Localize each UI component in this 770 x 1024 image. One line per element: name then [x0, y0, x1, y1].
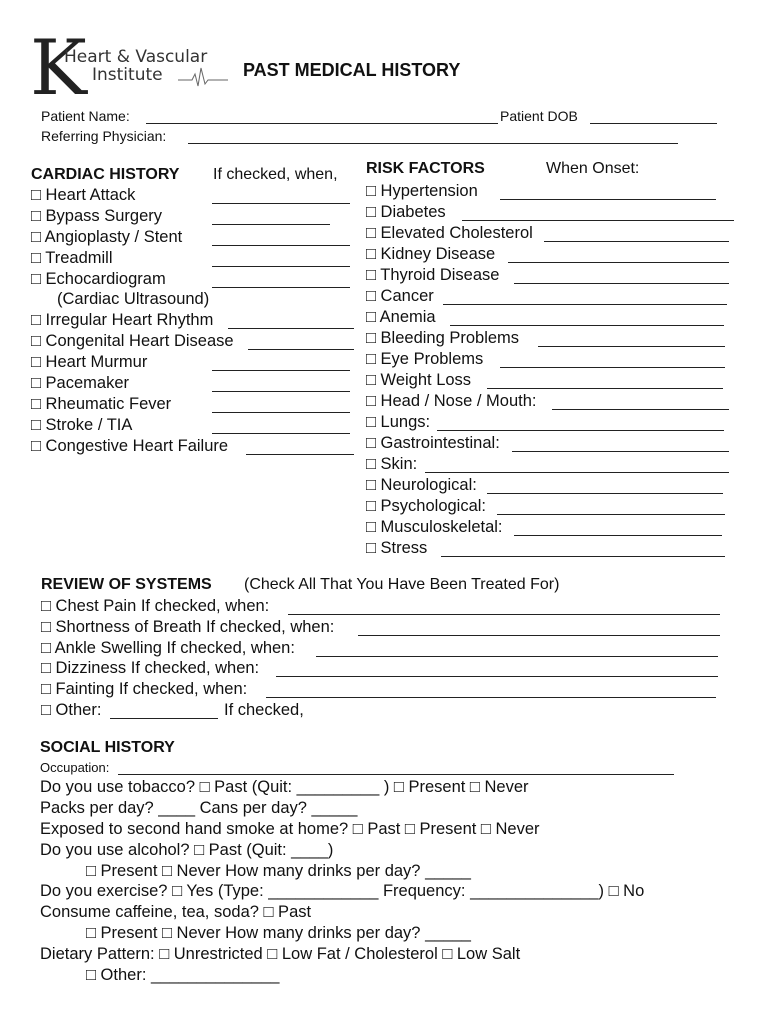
ros-item[interactable]: □ Chest Pain If checked, when: — [41, 597, 270, 615]
risk-item[interactable]: □ Eye Problems — [366, 350, 484, 368]
cardiac-date-field[interactable] — [246, 454, 354, 455]
alcohol-options[interactable]: □ Present □ Never How many drinks per day? _____ — [86, 862, 471, 880]
risk-item[interactable]: □ Diabetes — [366, 203, 446, 221]
ros-item[interactable]: □ Fainting If checked, when: — [41, 680, 248, 698]
logo-letter: K — [30, 23, 87, 112]
cardiac-date-field[interactable] — [248, 349, 354, 350]
ros-date-field[interactable] — [288, 614, 720, 615]
exercise-question[interactable]: Do you exercise? □ Yes (Type: ____________ Frequency: ______________) □ No — [40, 882, 645, 900]
risk-onset-field[interactable] — [508, 262, 729, 263]
cardiac-item-note: (Cardiac Ultrasound) — [57, 290, 210, 308]
occupation-field[interactable] — [118, 774, 674, 775]
cardiac-item[interactable]: □ Congenital Heart Disease — [31, 332, 234, 350]
risk-item[interactable]: □ Cancer — [366, 287, 434, 305]
risk-item[interactable]: □ Bleeding Problems — [366, 329, 520, 347]
risk-item[interactable]: □ Lungs: — [366, 413, 431, 431]
patient-name-field[interactable] — [146, 123, 498, 124]
ros-date-field[interactable] — [358, 635, 720, 636]
risk-onset-field[interactable] — [425, 472, 729, 473]
ros-date-field[interactable] — [276, 676, 718, 677]
cardiac-item[interactable]: □ Heart Murmur — [31, 353, 148, 371]
risk-onset-field[interactable] — [514, 535, 722, 536]
cardiac-item[interactable]: □ Pacemaker — [31, 374, 130, 392]
ros-other-field[interactable] — [110, 718, 218, 719]
cardiac-date-field[interactable] — [212, 370, 350, 371]
risk-item[interactable]: □ Thyroid Disease — [366, 266, 500, 284]
risk-item[interactable]: □ Musculoskeletal: — [366, 518, 503, 536]
risk-item[interactable]: □ Head / Nose / Mouth: — [366, 392, 537, 410]
risk-item[interactable]: □ Gastrointestinal: — [366, 434, 500, 452]
logo-line-1: Heart & Vascular — [64, 47, 208, 67]
risk-factors-heading: RISK FACTORS — [366, 160, 485, 177]
cardiac-date-field[interactable] — [212, 266, 350, 267]
risk-item[interactable]: □ Anemia — [366, 308, 436, 326]
risk-onset-field[interactable] — [497, 514, 725, 515]
caffeine-question[interactable]: Consume caffeine, tea, soda? □ Past — [40, 903, 312, 921]
risk-onset-field[interactable] — [450, 325, 724, 326]
patient-dob-field[interactable] — [590, 123, 717, 124]
risk-onset-field[interactable] — [512, 451, 729, 452]
occupation-label: Occupation: — [40, 760, 110, 775]
risk-item[interactable]: □ Weight Loss — [366, 371, 472, 389]
alcohol-question[interactable]: Do you use alcohol? □ Past (Quit: ____) — [40, 841, 334, 859]
risk-onset-field[interactable] — [441, 556, 725, 557]
social-history-heading: SOCIAL HISTORY — [40, 739, 175, 756]
cardiac-item[interactable]: □ Congestive Heart Failure — [31, 437, 229, 455]
risk-onset-field[interactable] — [487, 388, 723, 389]
ros-item[interactable]: □ Shortness of Breath If checked, when: — [41, 618, 335, 636]
cardiac-date-field[interactable] — [212, 245, 350, 246]
logo-line-2: Institute — [92, 65, 163, 85]
cardiac-item[interactable]: □ Stroke / TIA — [31, 416, 133, 434]
heartbeat-icon — [178, 64, 230, 90]
cardiac-when-label: If checked, when, — [213, 166, 338, 183]
cardiac-history-heading: CARDIAC HISTORY — [31, 166, 180, 183]
risk-onset-field[interactable] — [500, 199, 716, 200]
cardiac-item[interactable]: □ Irregular Heart Rhythm — [31, 311, 214, 329]
dietary-pattern[interactable]: Dietary Pattern: □ Unrestricted □ Low Fat / Cholesterol □ Low Salt — [40, 945, 521, 963]
cardiac-date-field[interactable] — [212, 203, 350, 204]
secondhand-smoke-question[interactable]: Exposed to second hand smoke at home? □ Past □ Present □ Never — [40, 820, 540, 838]
risk-onset-field[interactable] — [544, 241, 729, 242]
dietary-other[interactable]: □ Other: ______________ — [86, 966, 280, 984]
risk-item[interactable]: □ Psychological: — [366, 497, 487, 515]
review-of-systems-heading: REVIEW OF SYSTEMS — [41, 576, 212, 593]
risk-item[interactable]: □ Kidney Disease — [366, 245, 496, 263]
tobacco-question[interactable]: Do you use tobacco? □ Past (Quit: _________ ) □ Present □ Never — [40, 778, 529, 796]
risk-onset-field[interactable] — [437, 430, 724, 431]
risk-onset-field[interactable] — [462, 220, 734, 221]
risk-onset-field[interactable] — [487, 493, 723, 494]
cardiac-date-field[interactable] — [212, 412, 350, 413]
referring-physician-field[interactable] — [188, 143, 678, 144]
tobacco-amount[interactable]: Packs per day? ____ Cans per day? _____ — [40, 799, 358, 817]
page-title: PAST MEDICAL HISTORY — [243, 60, 461, 80]
cardiac-date-field[interactable] — [228, 328, 354, 329]
risk-item[interactable]: □ Hypertension — [366, 182, 478, 200]
risk-onset-field[interactable] — [500, 367, 725, 368]
ros-other-suffix: If checked, — [224, 701, 304, 719]
ros-date-field[interactable] — [316, 656, 718, 657]
cardiac-item[interactable]: □ Echocardiogram — [31, 270, 166, 288]
risk-onset-field[interactable] — [538, 346, 725, 347]
patient-name-label: Patient Name: — [41, 108, 130, 124]
cardiac-item[interactable]: □ Angioplasty / Stent — [31, 228, 183, 246]
risk-item[interactable]: □ Stress — [366, 539, 428, 557]
cardiac-date-field[interactable] — [212, 391, 350, 392]
ros-date-field[interactable] — [266, 697, 716, 698]
cardiac-item[interactable]: □ Bypass Surgery — [31, 207, 163, 225]
caffeine-options[interactable]: □ Present □ Never How many drinks per day? _____ — [86, 924, 471, 942]
ros-item[interactable]: □ Ankle Swelling If checked, when: — [41, 639, 295, 657]
risk-onset-field[interactable] — [514, 283, 729, 284]
patient-dob-label: Patient DOB — [500, 108, 578, 124]
ros-item[interactable]: □ Other: — [41, 701, 102, 719]
cardiac-date-field[interactable] — [212, 224, 330, 225]
cardiac-item[interactable]: □ Rheumatic Fever — [31, 395, 172, 413]
cardiac-date-field[interactable] — [212, 287, 350, 288]
referring-physician-label: Referring Physician: — [41, 128, 167, 144]
risk-onset-field[interactable] — [443, 304, 727, 305]
risk-item[interactable]: □ Neurological: — [366, 476, 477, 494]
review-of-systems-subheading: (Check All That You Have Been Treated For) — [244, 576, 560, 593]
cardiac-item[interactable]: □ Treadmill — [31, 249, 113, 267]
risk-item[interactable]: □ Elevated Cholesterol — [366, 224, 533, 242]
cardiac-date-field[interactable] — [212, 433, 350, 434]
risk-onset-label: When Onset: — [546, 160, 640, 177]
risk-onset-field[interactable] — [552, 409, 729, 410]
risk-item[interactable]: □ Skin: — [366, 455, 418, 473]
cardiac-item[interactable]: □ Heart Attack — [31, 186, 136, 204]
ros-item[interactable]: □ Dizziness If checked, when: — [41, 659, 260, 677]
